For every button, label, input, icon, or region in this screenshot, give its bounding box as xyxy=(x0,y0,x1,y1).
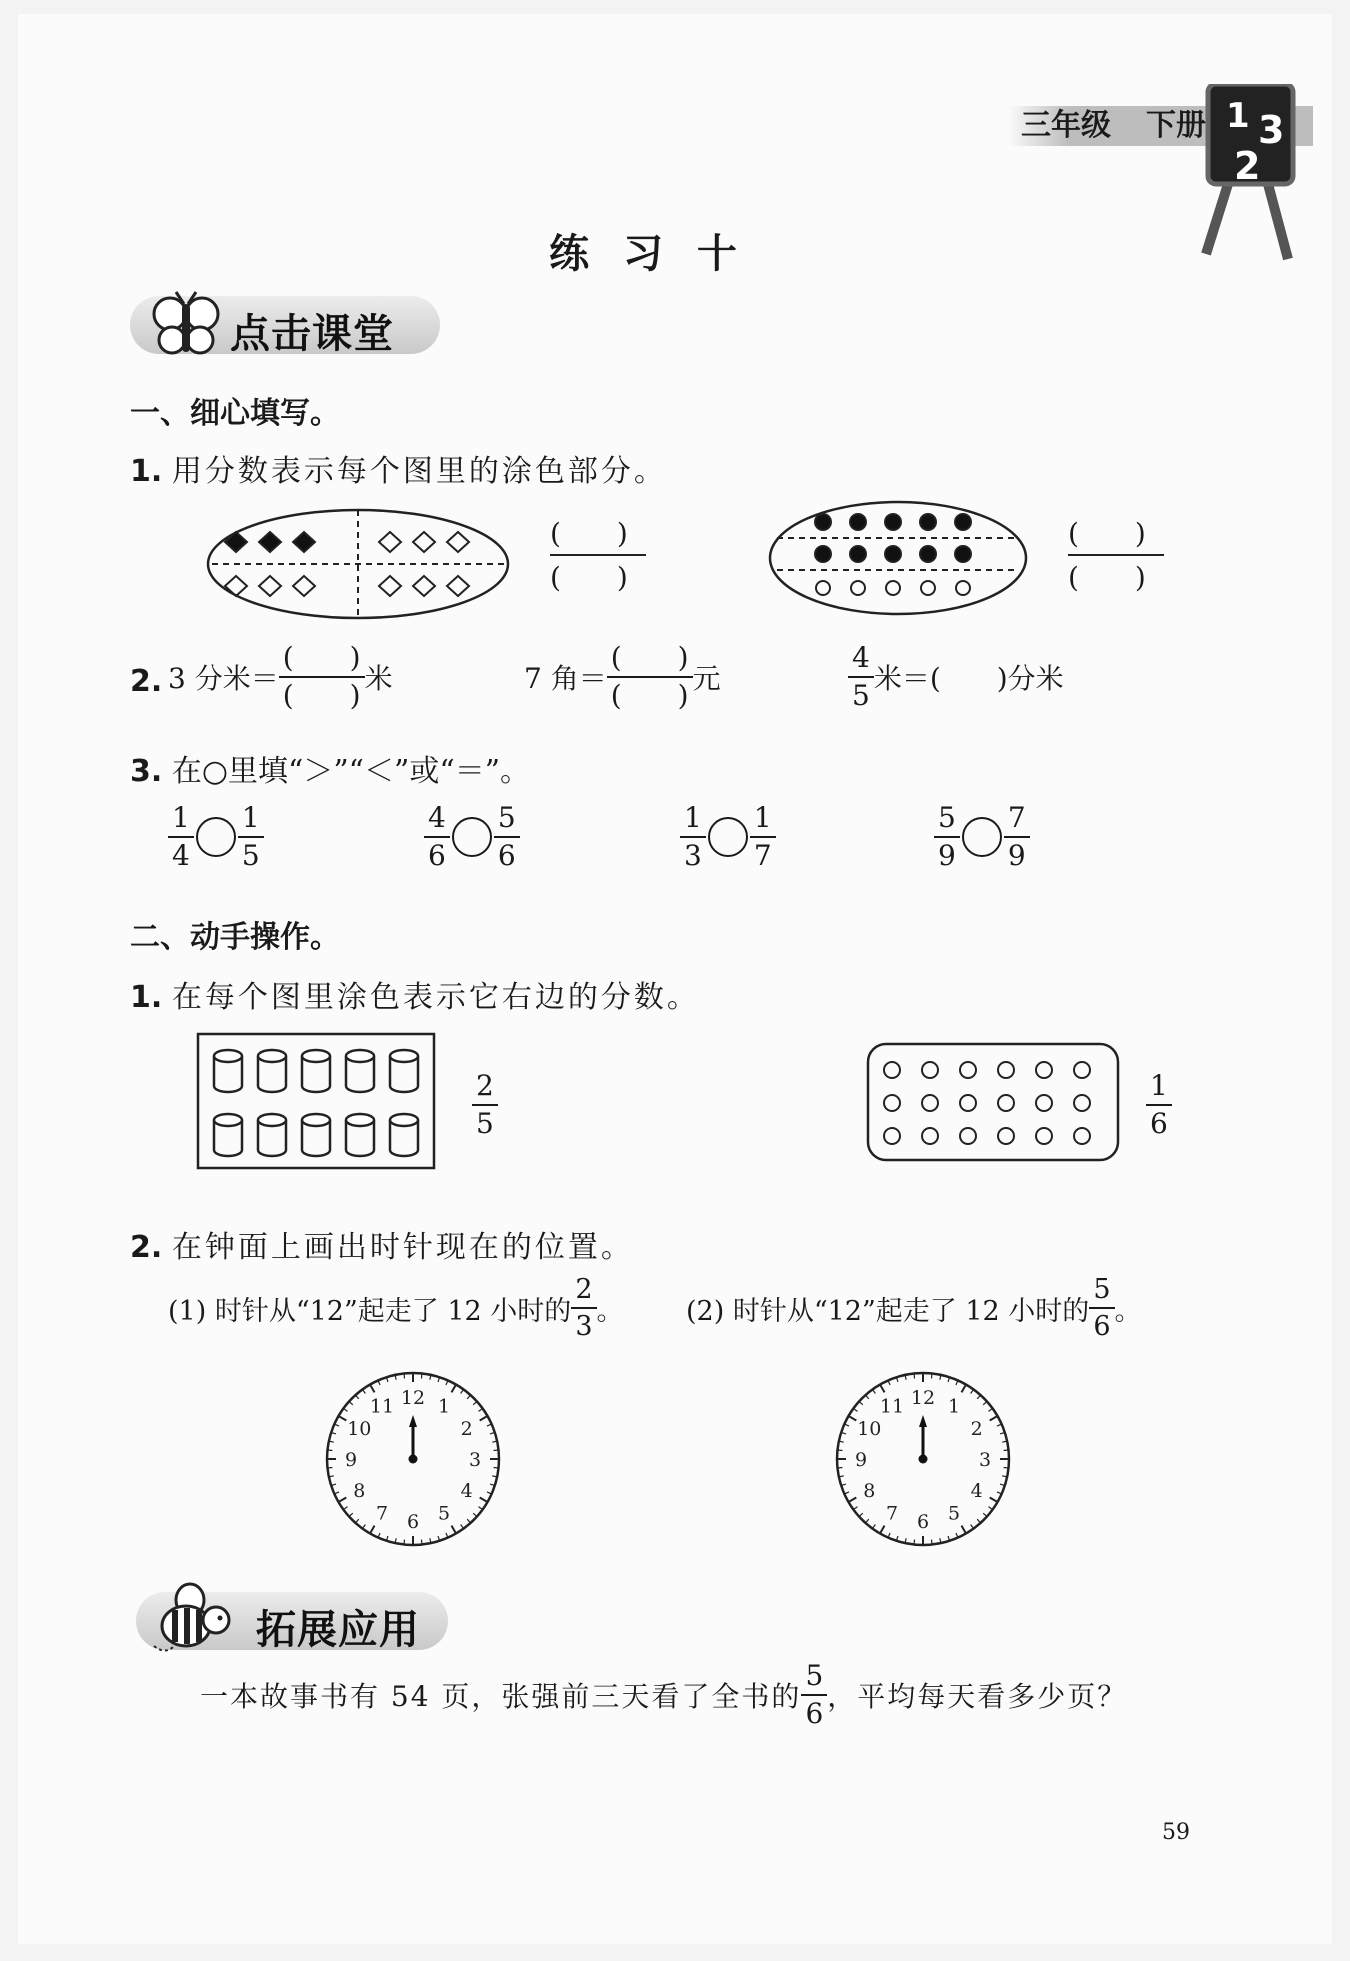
clock-tick xyxy=(914,1373,915,1378)
clock-tick xyxy=(343,1507,347,1510)
badge-number-2: 2 xyxy=(1234,144,1261,188)
part-heading: 一、细心填写。 xyxy=(130,396,340,431)
answer-fraction-blank[interactable]: $\frac{( )}{( )}$ xyxy=(279,644,365,710)
clock-number: 4 xyxy=(970,1480,983,1502)
clock-number: 1 xyxy=(437,1395,451,1418)
page-title: 练 习 十 xyxy=(549,231,747,277)
sub-question-2: (2) 时针从“12”起走了 12 小时的 $\frac{5}{6}$ 。 xyxy=(686,1274,1142,1342)
diamond-shape xyxy=(293,532,315,552)
clock-tick xyxy=(421,1373,422,1378)
compare-circle[interactable] xyxy=(962,817,1002,857)
bee-icon xyxy=(146,1580,246,1658)
clock-tick xyxy=(865,1519,868,1523)
circle-shape xyxy=(960,1095,976,1111)
dot-shape xyxy=(920,546,936,562)
clock-tick xyxy=(339,1416,347,1421)
circle-shape xyxy=(960,1128,976,1144)
clock-tick xyxy=(853,1408,857,1411)
clock-number: 5 xyxy=(437,1502,451,1525)
cylinder-box-figure[interactable] xyxy=(196,1032,438,1172)
clock-tick xyxy=(355,1395,358,1399)
circle-grid-figure[interactable] xyxy=(866,1042,1122,1164)
dot-shape xyxy=(920,514,936,530)
dot-shape xyxy=(921,581,935,595)
dot-shape xyxy=(815,514,831,530)
clock-tick xyxy=(452,1385,457,1393)
word-problem: 一本故事书有 54 页，张强前三天看了全书的 $\frac{5}{6}$ ，平均每天看多少页？ xyxy=(200,1659,1128,1730)
question-1 xyxy=(130,446,667,490)
clock-number: 7 xyxy=(375,1502,389,1525)
butterfly-icon xyxy=(150,290,222,360)
clock-number: 11 xyxy=(879,1395,905,1418)
dot-shape xyxy=(850,546,866,562)
question-2: 2. 在钟面上画出时针现在的位置。 xyxy=(130,1230,634,1265)
diamond-shape xyxy=(225,532,247,552)
clock-number: 4 xyxy=(460,1480,473,1502)
cylinder-top xyxy=(346,1114,374,1126)
clock-number: 10 xyxy=(857,1418,882,1440)
dot-shape xyxy=(955,514,971,530)
clock-tick xyxy=(343,1408,347,1411)
diamond-shape xyxy=(379,532,401,552)
cylinder-top xyxy=(390,1114,418,1126)
clock-number: 9 xyxy=(854,1449,868,1471)
clock-tick xyxy=(977,1519,980,1523)
clock-face[interactable] xyxy=(828,1364,1018,1554)
clock-tick xyxy=(983,1513,987,1516)
circle-shape xyxy=(1074,1128,1090,1144)
question-number: 1. xyxy=(130,454,163,489)
circle-shape xyxy=(998,1062,1014,1078)
clock-tick xyxy=(990,1416,998,1421)
clock-tick xyxy=(461,1389,464,1393)
question-number: 2. xyxy=(130,664,163,699)
clock-number: 7 xyxy=(885,1502,899,1525)
answer-fraction-blank[interactable]: ( ) ( ) xyxy=(1068,512,1168,592)
clock-tick xyxy=(480,1416,488,1421)
circle-shape xyxy=(1036,1128,1052,1144)
clock-number: 10 xyxy=(347,1418,372,1440)
clock-tick xyxy=(853,1507,857,1510)
clock-tick xyxy=(327,1450,332,1451)
circle-shape xyxy=(998,1095,1014,1111)
circle-shape xyxy=(884,1128,900,1144)
clock-number: 11 xyxy=(369,1395,395,1418)
clock-tick xyxy=(971,1389,974,1393)
clock-tick xyxy=(931,1373,932,1378)
clock-number: 6 xyxy=(406,1511,420,1533)
clock-tick xyxy=(989,1507,993,1510)
circle-shape xyxy=(998,1128,1014,1144)
cylinder-top xyxy=(390,1050,418,1062)
clock-number: 9 xyxy=(344,1449,358,1471)
dot-shape xyxy=(886,581,900,595)
clock-tick xyxy=(362,1389,365,1393)
clock-tick xyxy=(494,1450,499,1451)
question-1: 1. 在每个图里涂色表示它右边的分数。 xyxy=(130,980,700,1015)
clock-number: 8 xyxy=(863,1480,876,1502)
circle-shape xyxy=(1074,1095,1090,1111)
dot-shape xyxy=(815,546,831,562)
dot-shape xyxy=(850,514,866,530)
cylinder-top xyxy=(302,1050,330,1062)
cylinder-top xyxy=(302,1114,330,1126)
oval-dots-figure xyxy=(763,496,1033,621)
circle-shape xyxy=(884,1062,900,1078)
circle-shape xyxy=(1036,1095,1052,1111)
clock-number: 12 xyxy=(400,1387,426,1409)
cylinder-top xyxy=(346,1050,374,1062)
circle-shape xyxy=(884,1095,900,1111)
circle-shape xyxy=(960,1062,976,1078)
clock-tick xyxy=(872,1525,875,1529)
clock-number: 1 xyxy=(947,1395,961,1418)
clock-number: 8 xyxy=(353,1480,366,1502)
minute-hand-tip xyxy=(409,1415,417,1427)
circle-shape xyxy=(1074,1062,1090,1078)
clock-tick xyxy=(1004,1450,1009,1451)
diamond-shape xyxy=(259,576,281,596)
clock-tick xyxy=(914,1540,915,1545)
dot-shape xyxy=(816,581,830,595)
compare-item-2: $\frac{4}{6}$ $\frac{5}{6}$ xyxy=(424,804,520,870)
clock-tick xyxy=(837,1450,842,1451)
cylinder-top xyxy=(258,1050,286,1062)
clock-tick xyxy=(349,1401,353,1404)
answer-fraction-blank[interactable]: ( ) ( ) xyxy=(550,512,650,592)
clock-tick xyxy=(859,1401,863,1404)
clock-center xyxy=(409,1455,418,1464)
circle-shape xyxy=(1036,1062,1052,1078)
clock-tick xyxy=(452,1526,457,1534)
dot-shape xyxy=(885,514,901,530)
compare-item-3: $\frac{1}{3}$ $\frac{1}{7}$ xyxy=(680,804,776,870)
clock-tick xyxy=(461,1525,464,1529)
clock-tick xyxy=(370,1526,375,1534)
cylinder-top xyxy=(214,1050,242,1062)
question-3: 3. 在○里填“＞”“＜”或“＝”。 xyxy=(130,754,531,789)
clock-number: 3 xyxy=(978,1449,992,1471)
dot-shape xyxy=(885,546,901,562)
clock-tick xyxy=(859,1513,863,1516)
clock-tick xyxy=(480,1498,488,1503)
clock-center xyxy=(919,1455,928,1464)
compare-item-1: $\frac{1}{4}$ $\frac{1}{5}$ xyxy=(168,804,264,870)
diamond-shape xyxy=(225,576,247,596)
diamond-shape xyxy=(447,532,469,552)
diamond-shape xyxy=(293,576,315,596)
diamond-shape xyxy=(379,576,401,596)
compare-circle[interactable] xyxy=(708,817,748,857)
circle-shape xyxy=(922,1095,938,1111)
clock-number: 6 xyxy=(916,1511,930,1533)
question-text: 用分数表示每个图里的涂色部分。 xyxy=(171,454,667,489)
clock-tick xyxy=(880,1385,885,1393)
dot-shape xyxy=(851,581,865,595)
clock-tick xyxy=(370,1385,375,1393)
section-title: 点击课堂 xyxy=(230,311,394,357)
clock-tick xyxy=(494,1467,499,1468)
clock-tick xyxy=(421,1540,422,1545)
volume-label: 下册 xyxy=(1146,108,1206,143)
clock-tick xyxy=(837,1467,842,1468)
cylinder-top xyxy=(258,1114,286,1126)
conversion-item-2: 7 角＝ $\frac{( )}{( )}$ 元 xyxy=(524,641,721,712)
clock-face[interactable] xyxy=(318,1364,508,1554)
clock-tick xyxy=(962,1526,967,1534)
clock-tick xyxy=(931,1540,932,1545)
clock-tick xyxy=(467,1519,470,1523)
clock-tick xyxy=(971,1525,974,1529)
clock-tick xyxy=(849,1498,857,1503)
diamond-shape xyxy=(447,576,469,596)
clock-number: 12 xyxy=(910,1387,936,1409)
part-heading: 二、动手操作。 xyxy=(130,920,340,955)
minute-hand-tip xyxy=(919,1415,927,1427)
clock-tick xyxy=(989,1408,993,1411)
compare-circle[interactable] xyxy=(196,817,236,857)
diamond-shape xyxy=(259,532,281,552)
clock-tick xyxy=(473,1401,477,1404)
clock-tick xyxy=(327,1467,332,1468)
clock-tick xyxy=(849,1416,857,1421)
clock-number: 3 xyxy=(468,1449,482,1471)
clock-tick xyxy=(467,1395,470,1399)
answer-fraction-blank[interactable]: $\frac{( )}{( )}$ xyxy=(607,644,693,710)
clock-tick xyxy=(990,1498,998,1503)
circle-shape xyxy=(922,1062,938,1078)
badge-number-3: 3 xyxy=(1258,108,1285,152)
clock-tick xyxy=(880,1526,885,1534)
grade-label: 三年级 xyxy=(1021,108,1111,143)
clock-number: 5 xyxy=(947,1502,961,1525)
section-title: 拓展应用 xyxy=(256,1607,420,1653)
clock-tick xyxy=(349,1513,353,1516)
clock-tick xyxy=(977,1395,980,1399)
clock-tick xyxy=(865,1395,868,1399)
clock-number: 2 xyxy=(460,1418,473,1440)
clock-tick xyxy=(983,1401,987,1404)
conversion-item-3: $\frac{4}{5}$ 米＝( )分米 xyxy=(848,644,1064,710)
cylinder-top xyxy=(214,1114,242,1126)
clock-tick xyxy=(962,1385,967,1393)
clock-tick xyxy=(339,1498,347,1503)
sub-question-1: (1) 时针从“12”起走了 12 小时的 $\frac{2}{3}$ 。 xyxy=(168,1274,624,1342)
clock-tick xyxy=(404,1373,405,1378)
clock-tick xyxy=(872,1389,875,1393)
badge-number-1: 1 xyxy=(1226,96,1250,136)
conversion-item-1: 3 分米＝ $\frac{( )}{( )}$ 米 xyxy=(168,641,393,712)
clock-tick xyxy=(362,1525,365,1529)
compare-circle[interactable] xyxy=(452,817,492,857)
oval-diamond-figure xyxy=(198,504,518,624)
clock-tick xyxy=(473,1513,477,1516)
dot-shape xyxy=(956,581,970,595)
clock-tick xyxy=(1004,1467,1009,1468)
page-number: 59 xyxy=(1162,1820,1190,1845)
compare-item-4: $\frac{5}{9}$ $\frac{7}{9}$ xyxy=(934,804,1030,870)
dot-shape xyxy=(955,546,971,562)
diamond-shape xyxy=(413,576,435,596)
clock-tick xyxy=(404,1540,405,1545)
clock-tick xyxy=(479,1507,483,1510)
compare-row xyxy=(168,801,1068,884)
clock-number: 2 xyxy=(970,1418,983,1440)
clock-tick xyxy=(355,1519,358,1523)
diamond-shape xyxy=(413,532,435,552)
workbook-page: 三年级 下册 1 3 2 练 习 十 点击课堂 一、细心填写。 1. 用分数表示每个图里的涂色部分。 ( ) ( ) ( ) ( ) 2. 3 分米＝ $\frac{( )}{( )}$ 米 7 角＝ $\frac{( )}{( )}$ 元 $\frac{4}{5}$ 米＝( )分米 3. 在○里填“＞”“＜”或“＝”。 $\frac{1}{4}$ $\frac{1}{5}$ $\frac{4}{6}$ $\frac{5}{6}$ $\frac{1}{3}$ $\frac{1}{7}$ $\frac{5}{9}$ $\frac{7}{9}$ 二、动手操作。 1. 在每个图里涂色表示它右边的分数。 $\frac{2}{5}$ $\frac{1}{6}$ 2. 在钟面上画出时针现在的位置。 (1) 时针从“12”起走了 12 小时的 $\frac{2}{3}$ 。 (2) 时针从“12”起走了 12 小时的 $\frac{5}{6}$ 。 12 1 2 3 4 5 6 7 8 9 10 11 12 1 2 3 4 5 6 7 8 9 10 11 拓展应用 一本故事书有 54 页，张强前三天看了全书的 $\frac{5}{6}$ ，平均每天看多少页？ 59 xyxy=(18,14,1332,1944)
circle-shape xyxy=(922,1128,938,1144)
clock-tick xyxy=(479,1408,483,1411)
